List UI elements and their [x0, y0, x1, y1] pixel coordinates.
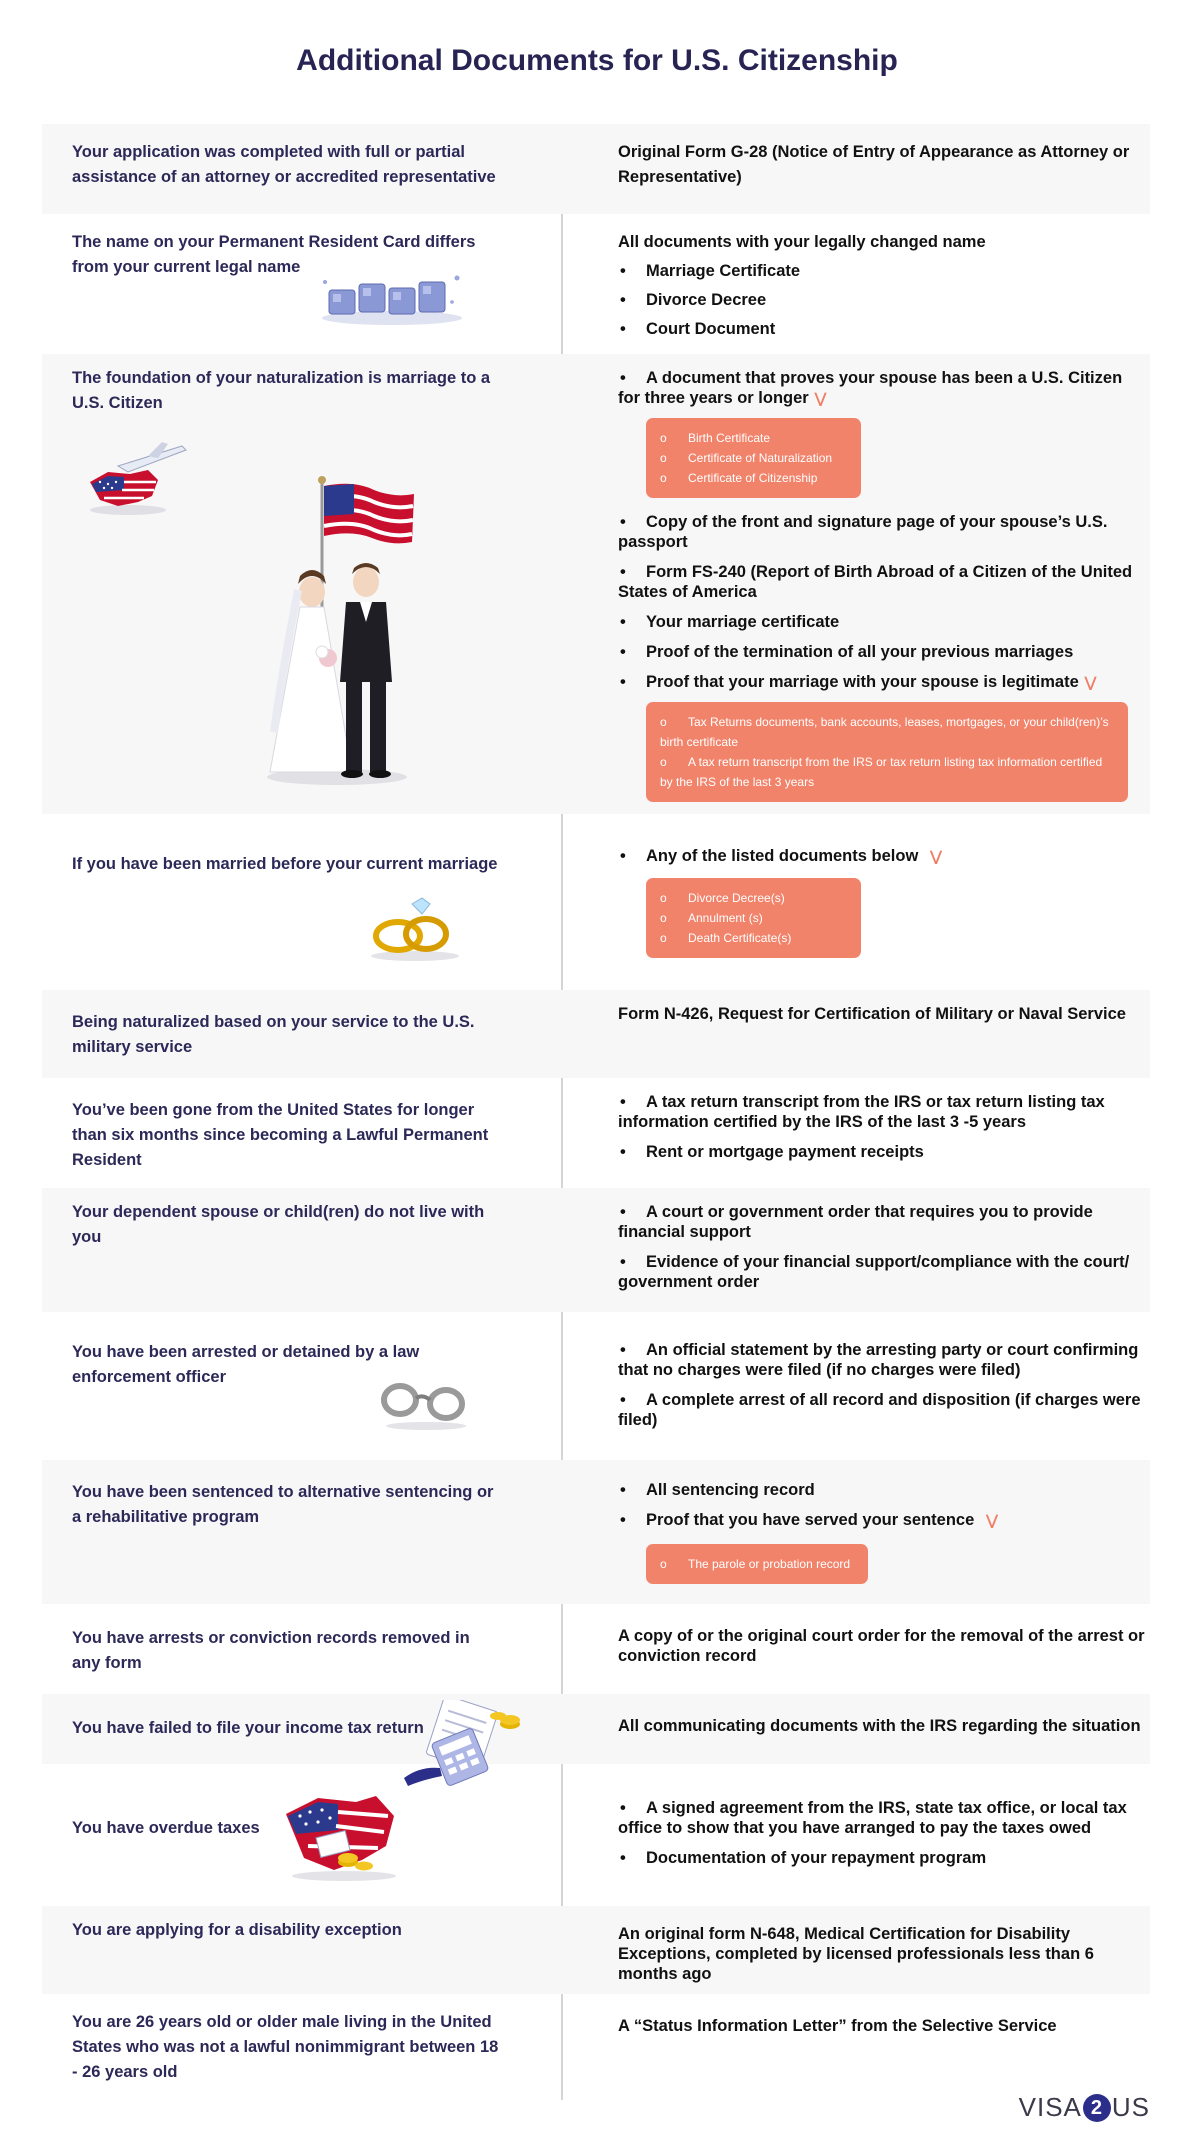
row-absence: [42, 1078, 1150, 1188]
name-blocks-icon: [317, 272, 467, 333]
list-item: [618, 1202, 1148, 1242]
condition-text: You have been arrested or detained by a law enforcement officer: [72, 1343, 420, 1386]
row-sentenced: [42, 1460, 1150, 1604]
option-item: o Birth Certificate: [660, 428, 847, 448]
list-item: [618, 846, 1148, 866]
list-item-text: Proof that your marriage with your spouse is legitimate: [646, 673, 1079, 691]
list-item-text: Evidence of your financial support/compliance with the court/ government order: [618, 1253, 1130, 1291]
requirement-block: [618, 846, 1148, 972]
list-item: • Proof of the termination of all your previous marriages: [618, 642, 1148, 662]
list-item: • All sentencing record: [618, 1480, 1148, 1500]
wedding-rings-icon: [360, 894, 470, 969]
condition-text: If you have been married before your current marriage: [72, 855, 498, 873]
requirement-text: All communicating documents with the IRS regarding the situation: [618, 1717, 1141, 1735]
requirement-text: A “Status Information Letter” from the Selective Service: [618, 2017, 1057, 2035]
option-item: o Tax Returns documents, bank accounts, leases, mortgages, or your child(ren)’s birth certificate: [660, 712, 1114, 752]
condition-text: The name on your Permanent Resident Card differs from your current legal name: [72, 233, 476, 276]
requirement-text: An original form N-648, Medical Certification for Disability Exceptions, completed by licensed professionals less than 6 months ago: [618, 1925, 1094, 1983]
list-item-text: An official statement by the arresting party or court confirming that no charges were filed (if no charges were filed): [618, 1341, 1139, 1379]
row-overdue-taxes: [42, 1764, 1150, 1906]
condition-text: Your application was completed with full or partial assistance of an attorney or accredited representative: [72, 143, 496, 186]
row-attorney: [42, 124, 1150, 214]
condition-text: Your dependent spouse or child(ren) do not live with you: [72, 1203, 485, 1246]
list-item-text: A document that proves your spouse has been a U.S. Citizen for three years or longer: [618, 369, 1123, 407]
requirement-block: [618, 1480, 1148, 1598]
requirement-text: Form N-426, Request for Certification of Military or Naval Service: [618, 1005, 1126, 1023]
logo-middle: 2: [1083, 2094, 1111, 2122]
condition-text: You have overdue taxes: [72, 1819, 260, 1837]
options-box: [646, 878, 861, 958]
list-item: • Rent or mortgage payment receipts: [618, 1142, 1148, 1162]
list-item: [618, 512, 1148, 552]
requirement-intro: All documents with your legally changed name: [618, 233, 986, 251]
usa-map-tax-icon: [278, 1786, 408, 1891]
row-dependents: [42, 1188, 1150, 1312]
requirement-block: [618, 368, 1148, 816]
condition-text: You are applying for a disability exception: [72, 1921, 402, 1939]
list-item-text: A tax return transcript from the IRS or tax return listing tax information certified by the IRS of the last 3 -5 years: [618, 1093, 1105, 1131]
option-item: o Divorce Decree(s): [660, 888, 847, 908]
handcuffs-icon: [376, 1374, 472, 1437]
list-item-text: A court or government order that requires you to provide financial support: [618, 1203, 1093, 1241]
row-removed-records: [42, 1604, 1150, 1694]
row-tax-failed: [42, 1694, 1150, 1764]
option-item: o A tax return transcript from the IRS or tax return listing tax information certified by the IRS of the last 3 years: [660, 752, 1114, 792]
chevron-down-icon[interactable]: ⋁: [1084, 674, 1097, 690]
requirement-text: A copy of or the original court order for the removal of the arrest or conviction record: [618, 1627, 1145, 1665]
list-item: [618, 368, 1148, 408]
list-item: • Marriage Certificate: [618, 259, 1148, 284]
condition-text: You have arrests or conviction records removed in any form: [72, 1629, 470, 1672]
list-item: [618, 1252, 1148, 1292]
requirement-block: [618, 1202, 1148, 1302]
row-marriage: [42, 354, 1150, 814]
row-arrested: [42, 1312, 1150, 1460]
row-selective-service: [42, 1994, 1150, 2100]
list-item-text: A complete arrest of all record and disposition (if charges were filed): [618, 1391, 1141, 1429]
chevron-down-icon[interactable]: ⋁: [814, 390, 827, 406]
condition-text: You have been sentenced to alternative sentencing or a rehabilitative program: [72, 1483, 494, 1526]
row-prior-marriage: [42, 814, 1150, 990]
wedding-couple-flag-icon: [242, 472, 442, 797]
option-item: o The parole or probation record: [660, 1554, 854, 1574]
list-item: • Court Document: [618, 317, 1148, 342]
option-item: o Certificate of Naturalization: [660, 448, 847, 468]
list-item: • Divorce Decree: [618, 288, 1148, 313]
airplane-usa-map-icon: [78, 440, 188, 525]
condition-text: Being naturalized based on your service to the U.S. military service: [72, 1013, 475, 1056]
row-military: [42, 990, 1150, 1078]
options-box: [646, 1544, 868, 1584]
list-item-text: Proof that you have served your sentence: [646, 1511, 975, 1529]
options-box: [646, 702, 1128, 802]
list-item: [618, 1798, 1148, 1838]
chevron-down-icon[interactable]: ⋁: [930, 848, 942, 864]
row-name-change: [42, 214, 1150, 354]
condition-text: You are 26 years old or older male living in the United States who was not a lawful nonimmigrant between 18 - 26 years old: [72, 2013, 499, 2081]
requirement-block: [618, 1340, 1148, 1440]
list-item-text: Any of the listed documents below: [646, 847, 919, 865]
list-item: [618, 672, 1148, 692]
requirement-block: [618, 230, 1148, 346]
list-item: [618, 562, 1148, 602]
brand-logo: [1019, 2092, 1150, 2123]
condition-text: You’ve been gone from the United States for longer than six months since becoming a Lawful Permanent Resident: [72, 1101, 489, 1169]
condition-text: You have failed to file your income tax return: [72, 1719, 424, 1737]
list-item: [618, 1390, 1148, 1430]
logo-left: VISA: [1018, 2092, 1082, 2122]
list-item: [618, 1340, 1148, 1380]
requirement-block: [618, 1092, 1148, 1172]
requirement-text: Original Form G-28 (Notice of Entry of Appearance as Attorney or Representative): [618, 143, 1130, 186]
list-item: • Your marriage certificate: [618, 612, 1148, 632]
row-disability: [42, 1906, 1150, 1994]
options-box: [646, 418, 861, 498]
list-item-text: A signed agreement from the IRS, state tax office, or local tax office to show that you have arranged to pay the taxes owed: [618, 1799, 1127, 1837]
option-item: o Annulment (s): [660, 908, 847, 928]
list-item: [618, 1092, 1148, 1132]
condition-text: The foundation of your naturalization is marriage to a U.S. Citizen: [72, 369, 491, 412]
chevron-down-icon[interactable]: ⋁: [986, 1512, 998, 1528]
requirement-block: [618, 1798, 1148, 1878]
option-item: o Certificate of Citizenship: [660, 468, 847, 488]
list-item: • Documentation of your repayment program: [618, 1848, 1148, 1868]
page-title: Additional Documents for U.S. Citizenship: [296, 44, 898, 77]
list-item-text: Form FS-240 (Report of Birth Abroad of a Citizen of the United States of America: [618, 563, 1133, 601]
option-item: o Death Certificate(s): [660, 928, 847, 948]
list-item-text: Copy of the front and signature page of your spouse’s U.S. passport: [618, 513, 1108, 551]
list-item: [618, 1510, 1148, 1530]
logo-right: US: [1111, 2092, 1150, 2122]
